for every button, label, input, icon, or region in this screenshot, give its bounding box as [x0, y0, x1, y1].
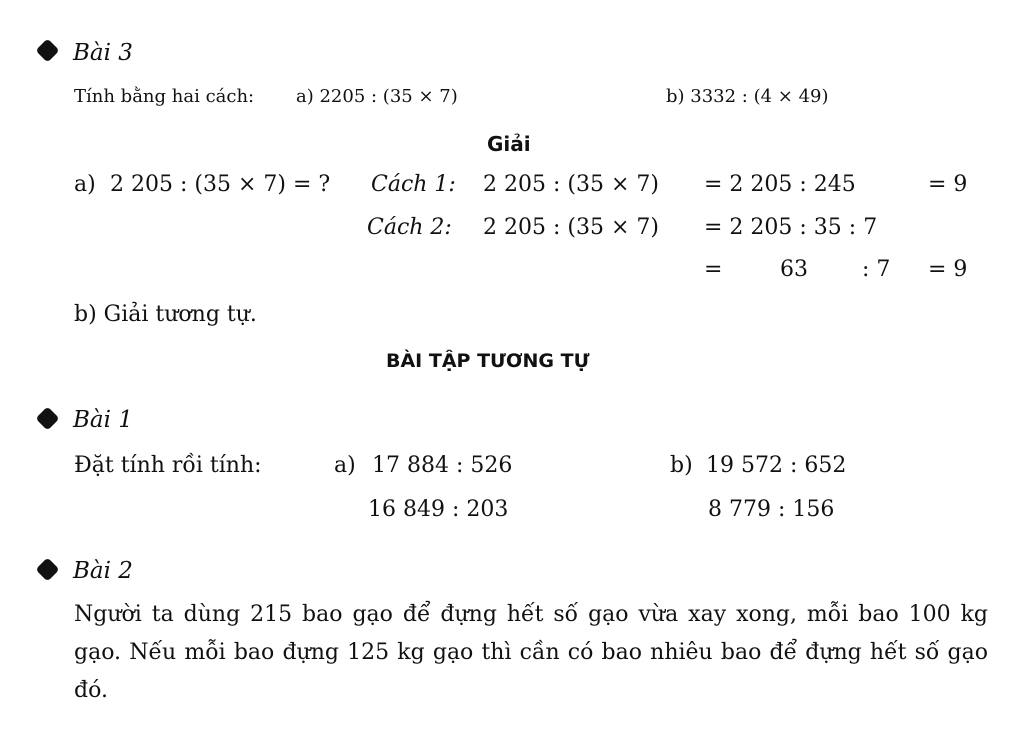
bullet-diamond-icon [35, 557, 59, 581]
bai1-b1: 19 572 : 652 [706, 453, 847, 478]
bai2-text: Người ta dùng 215 bao gạo để đựng hết số gạo vừa xay xong, mỗi bao 100 kg gạo. Nếu mỗi bao đựng 125 kg gạo thì cần có bao nhiêu bao để đựng hết số gạo đó. [74, 602, 988, 703]
way2-result: = 9 [928, 257, 968, 282]
solution-a-question: 2 205 : (35 × 7) = ? [110, 172, 331, 197]
way2-equals: = [704, 257, 723, 282]
way1-label: Cách 1: [371, 172, 456, 197]
way2-divisor: : 7 [862, 257, 891, 282]
bai1-prompt: Đặt tính rồi tính: [74, 453, 262, 478]
way2-label: Cách 2: [367, 215, 452, 240]
bai1-a1: 17 884 : 526 [372, 453, 513, 478]
bai3-prompt: Tính bằng hai cách: [74, 86, 255, 107]
bai3-part-b: b) 3332 : (4 × 49) [666, 86, 829, 107]
solution-b-line: b) Giải tương tự. [74, 302, 257, 327]
way1-step: = 2 205 : 245 [704, 172, 856, 197]
bai1-b2: 8 779 : 156 [708, 497, 835, 522]
bullet-diamond-icon [35, 38, 59, 62]
bullet-diamond-icon [35, 406, 59, 430]
bai1-a-label: a) [334, 453, 356, 478]
bai3-title: Bài 3 [73, 40, 133, 66]
bai1-b-label: b) [670, 453, 693, 478]
bai1-title: Bài 1 [73, 407, 133, 433]
way2-intermediate: 63 [780, 257, 808, 282]
solution-a-label: a) [74, 172, 96, 197]
way2-step: = 2 205 : 35 : 7 [704, 215, 878, 240]
way2-expression: 2 205 : (35 × 7) [483, 215, 659, 240]
exercises-heading: BÀI TẬP TƯƠNG TỰ [386, 350, 590, 372]
way1-result: = 9 [928, 172, 968, 197]
solution-heading: Giải [487, 132, 531, 156]
bai1-a2: 16 849 : 203 [368, 497, 509, 522]
bai2-title: Bài 2 [73, 558, 133, 584]
bai3-part-a: a) 2205 : (35 × 7) [296, 86, 458, 107]
way1-expression: 2 205 : (35 × 7) [483, 172, 659, 197]
